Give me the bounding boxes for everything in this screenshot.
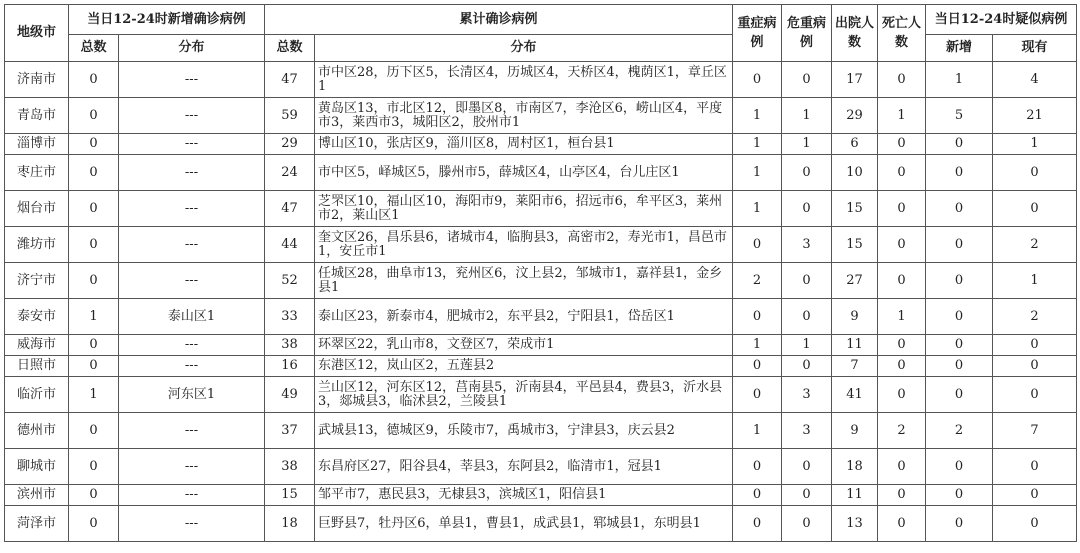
new-distribution-cell: 河东区1 [119,377,265,413]
suspected-new-cell: 0 [926,449,993,485]
severe-cell: 1 [733,134,782,155]
table-row [5,134,1077,155]
suspected-new-cell: 0 [926,263,993,299]
new-distribution-cell: --- [119,98,265,134]
city-cell: 青岛市 [5,98,69,134]
cum-distribution-cell: 兰山区12，河东区12，莒南县5，沂南县4，平邑县4，费县3，沂水县3，郯城县3，临沭县2，兰陵县1 [315,377,733,413]
deaths-cell: 0 [878,335,926,356]
table-row [5,263,1077,299]
suspected-current-cell: 1 [993,134,1077,155]
deaths-cell: 0 [878,62,926,98]
new-distribution-cell: --- [119,335,265,356]
suspected-new-cell: 2 [926,413,993,449]
cum-distribution-cell: 环翠区22，乳山市8，文登区7，荣成市1 [315,335,733,356]
discharged-cell: 7 [832,356,878,377]
cum-total-cell: 15 [265,485,315,506]
new-total-cell: 0 [69,506,119,542]
header-deaths: 死亡人数 [878,5,926,62]
cum-total-cell: 47 [265,191,315,227]
severe-cell: 1 [733,155,782,191]
deaths-cell: 2 [878,413,926,449]
deaths-cell: 0 [878,377,926,413]
severe-cell: 1 [733,413,782,449]
table-row [5,98,1077,134]
severe-cell: 0 [733,449,782,485]
new-total-cell: 0 [69,191,119,227]
new-total-cell: 0 [69,155,119,191]
city-cell: 德州市 [5,413,69,449]
header-cum-total: 总数 [265,35,315,62]
cum-distribution-cell: 奎文区26，昌乐县6，诸城市4，临朐县3，高密市2，寿光市1，昌邑市1，安丘市1 [315,227,733,263]
suspected-current-cell: 1 [993,263,1077,299]
header-new-distribution: 分布 [119,35,265,62]
severe-cell: 0 [733,299,782,335]
header-cum-distribution: 分布 [315,35,733,62]
critical-cell: 0 [782,485,832,506]
cum-distribution-cell: 博山区10，张店区9，淄川区8，周村区1，桓台县1 [315,134,733,155]
suspected-current-cell: 7 [993,413,1077,449]
header-city: 地级市 [5,5,69,62]
new-total-cell: 0 [69,227,119,263]
table-row [5,155,1077,191]
suspected-current-cell: 4 [993,62,1077,98]
new-total-cell: 0 [69,263,119,299]
cum-distribution-cell: 东昌府区27，阳谷县4，莘县3，东阿县2，临清市1，冠县1 [315,449,733,485]
discharged-cell: 17 [832,62,878,98]
header-row-1 [5,5,1077,35]
cum-distribution-cell: 巨野县7，牡丹区6，单县1，曹县1，成武县1，郓城县1，东明县1 [315,506,733,542]
cum-total-cell: 24 [265,155,315,191]
severe-cell: 0 [733,377,782,413]
header-susp-current: 现有 [993,35,1077,62]
cum-distribution-cell: 泰山区23，新泰市4，肥城市2，东平县2，宁阳县1，岱岳区1 [315,299,733,335]
deaths-cell: 0 [878,134,926,155]
critical-cell: 0 [782,449,832,485]
critical-cell: 1 [782,134,832,155]
critical-cell: 0 [782,263,832,299]
header-discharged: 出院人数 [832,5,878,62]
severe-cell: 0 [733,506,782,542]
suspected-current-cell: 0 [993,377,1077,413]
critical-cell: 0 [782,299,832,335]
cases-table [4,4,1077,542]
cum-distribution-cell: 东港区12，岚山区2，五莲县2 [315,356,733,377]
discharged-cell: 9 [832,413,878,449]
table-row [5,62,1077,98]
city-cell: 烟台市 [5,191,69,227]
cum-total-cell: 38 [265,335,315,356]
discharged-cell: 29 [832,98,878,134]
cum-total-cell: 16 [265,356,315,377]
city-cell: 聊城市 [5,449,69,485]
cum-distribution-cell: 黄岛区13，市北区12，即墨区8，市南区7，李沧区6，崂山区4，平度市3，莱西市3，城阳区2，胶州市1 [315,98,733,134]
critical-cell: 3 [782,413,832,449]
suspected-current-cell: 2 [993,299,1077,335]
new-total-cell: 0 [69,449,119,485]
suspected-current-cell: 2 [993,227,1077,263]
critical-cell: 3 [782,227,832,263]
cum-distribution-cell: 市中区28，历下区5，长清区4，历城区4，天桥区4，槐荫区1，章丘区1 [315,62,733,98]
suspected-current-cell: 0 [993,485,1077,506]
discharged-cell: 11 [832,335,878,356]
discharged-cell: 18 [832,449,878,485]
city-cell: 滨州市 [5,485,69,506]
table-row [5,227,1077,263]
critical-cell: 1 [782,98,832,134]
suspected-new-cell: 0 [926,377,993,413]
new-distribution-cell: --- [119,155,265,191]
cum-total-cell: 49 [265,377,315,413]
discharged-cell: 27 [832,263,878,299]
suspected-new-cell: 0 [926,356,993,377]
table-row [5,299,1077,335]
header-new-total: 总数 [69,35,119,62]
cum-distribution-cell: 任城区28，曲阜市13，兖州区6，汶上县2，邹城市1，嘉祥县1，金乡县1 [315,263,733,299]
severe-cell: 0 [733,62,782,98]
new-total-cell: 0 [69,356,119,377]
table-row [5,449,1077,485]
table-body [5,62,1077,542]
suspected-new-cell: 0 [926,299,993,335]
city-cell: 临沂市 [5,377,69,413]
new-distribution-cell: --- [119,191,265,227]
suspected-new-cell: 0 [926,227,993,263]
suspected-new-cell: 0 [926,335,993,356]
header-critical: 危重病例 [782,5,832,62]
discharged-cell: 13 [832,506,878,542]
severe-cell: 1 [733,335,782,356]
table-row [5,485,1077,506]
critical-cell: 3 [782,377,832,413]
discharged-cell: 15 [832,227,878,263]
new-distribution-cell: --- [119,485,265,506]
new-distribution-cell: --- [119,413,265,449]
city-cell: 威海市 [5,335,69,356]
critical-cell: 0 [782,62,832,98]
cum-distribution-cell: 芝罘区10，福山区10，海阳市9，莱阳市6，招远市6，牟平区3，莱州市2，莱山区1 [315,191,733,227]
critical-cell: 0 [782,356,832,377]
new-distribution-cell: --- [119,227,265,263]
discharged-cell: 41 [832,377,878,413]
table-row [5,191,1077,227]
suspected-new-cell: 1 [926,62,993,98]
suspected-current-cell: 21 [993,98,1077,134]
new-total-cell: 0 [69,413,119,449]
suspected-new-cell: 5 [926,98,993,134]
city-cell: 淄博市 [5,134,69,155]
new-total-cell: 1 [69,377,119,413]
new-distribution-cell: --- [119,263,265,299]
city-cell: 日照市 [5,356,69,377]
city-cell: 泰安市 [5,299,69,335]
deaths-cell: 0 [878,449,926,485]
suspected-new-cell: 0 [926,134,993,155]
cum-total-cell: 52 [265,263,315,299]
new-total-cell: 0 [69,134,119,155]
critical-cell: 1 [782,335,832,356]
new-total-cell: 0 [69,485,119,506]
suspected-new-cell: 0 [926,485,993,506]
deaths-cell: 0 [878,263,926,299]
critical-cell: 0 [782,191,832,227]
severe-cell: 1 [733,98,782,134]
discharged-cell: 15 [832,191,878,227]
header-new-confirmed: 当日12-24时新增确诊病例 [69,5,265,35]
deaths-cell: 0 [878,227,926,263]
severe-cell: 0 [733,227,782,263]
discharged-cell: 9 [832,299,878,335]
critical-cell: 0 [782,155,832,191]
severe-cell: 2 [733,263,782,299]
city-cell: 济南市 [5,62,69,98]
severe-cell: 0 [733,356,782,377]
deaths-cell: 1 [878,299,926,335]
discharged-cell: 6 [832,134,878,155]
deaths-cell: 0 [878,506,926,542]
new-total-cell: 0 [69,98,119,134]
discharged-cell: 10 [832,155,878,191]
deaths-cell: 0 [878,191,926,227]
cum-total-cell: 59 [265,98,315,134]
city-cell: 济宁市 [5,263,69,299]
suspected-new-cell: 0 [926,191,993,227]
severe-cell: 1 [733,191,782,227]
new-distribution-cell: --- [119,134,265,155]
city-cell: 菏泽市 [5,506,69,542]
new-distribution-cell: --- [119,62,265,98]
deaths-cell: 1 [878,98,926,134]
cum-total-cell: 18 [265,506,315,542]
suspected-current-cell: 0 [993,506,1077,542]
header-susp-new: 新增 [926,35,993,62]
deaths-cell: 0 [878,356,926,377]
suspected-current-cell: 0 [993,191,1077,227]
new-total-cell: 0 [69,335,119,356]
city-cell: 枣庄市 [5,155,69,191]
table-row [5,377,1077,413]
cum-total-cell: 37 [265,413,315,449]
header-severe: 重症病例 [733,5,782,62]
new-total-cell: 0 [69,62,119,98]
new-distribution-cell: 泰山区1 [119,299,265,335]
new-distribution-cell: --- [119,449,265,485]
cum-distribution-cell: 邹平市7，惠民县3，无棣县3，滨城区1，阳信县1 [315,485,733,506]
deaths-cell: 0 [878,155,926,191]
cum-distribution-cell: 武城县13，德城区9，乐陵市7，禹城市3，宁津县3，庆云县2 [315,413,733,449]
cum-total-cell: 47 [265,62,315,98]
discharged-cell: 11 [832,485,878,506]
suspected-new-cell: 0 [926,506,993,542]
table-row [5,335,1077,356]
header-cumulative: 累计确诊病例 [265,5,733,35]
deaths-cell: 0 [878,485,926,506]
cum-total-cell: 38 [265,449,315,485]
city-cell: 潍坊市 [5,227,69,263]
suspected-new-cell: 0 [926,155,993,191]
cum-distribution-cell: 市中区5，峄城区5，滕州市5，薛城区4，山亭区4，台儿庄区1 [315,155,733,191]
cum-total-cell: 44 [265,227,315,263]
header-suspected: 当日12-24时疑似病例 [926,5,1077,35]
new-distribution-cell: --- [119,506,265,542]
suspected-current-cell: 0 [993,335,1077,356]
new-distribution-cell: --- [119,356,265,377]
critical-cell: 0 [782,506,832,542]
suspected-current-cell: 0 [993,356,1077,377]
table-row [5,506,1077,542]
table-row [5,413,1077,449]
suspected-current-cell: 0 [993,449,1077,485]
new-total-cell: 1 [69,299,119,335]
table-row [5,356,1077,377]
cum-total-cell: 29 [265,134,315,155]
suspected-current-cell: 0 [993,155,1077,191]
severe-cell: 0 [733,485,782,506]
cum-total-cell: 33 [265,299,315,335]
